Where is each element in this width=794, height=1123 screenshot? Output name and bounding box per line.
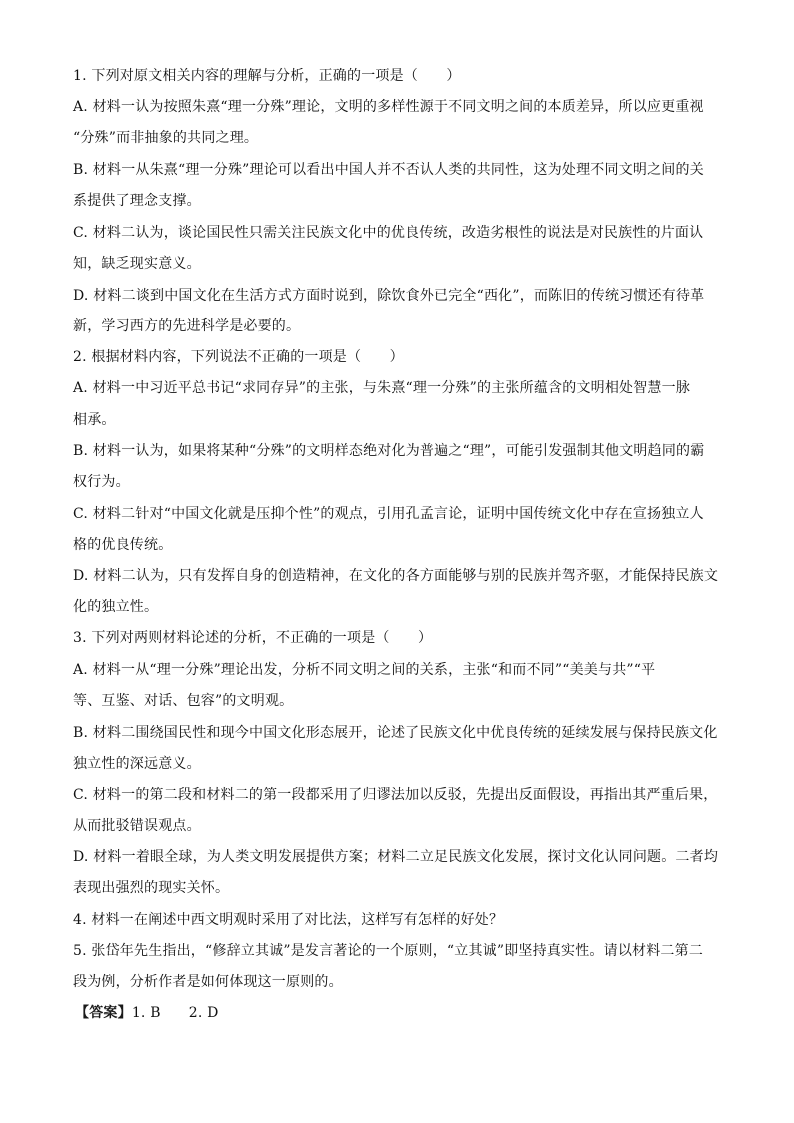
question-4: 4. 材料一在阐述中西文明观时采用了对比法，这样写有怎样的好处？ [73, 912, 504, 928]
question-3-option-c: C. 材料一的第二段和材料二的第一段都采用了归谬法加以反驳，先提出反面假设，再指出其严重后果， [73, 787, 718, 803]
question-2-option-d: D. 材料二认为，只有发挥自身的创造精神，在文化的各方面能够与别的民族并驾齐驱，才能保持民族文 [73, 568, 719, 584]
question-2-option-c-cont: 格的优良传统。 [73, 537, 173, 553]
question-1-option-d: D. 材料二谈到中国文化在生活方式方面时说到，除饮食外已完全“西化”，而陈旧的传统习惯还有待革 [73, 288, 705, 304]
question-1-option-c: C. 材料二认为，谈论国民性只需关注民族文化中的优良传统，改造劣根性的说法是对民族性的片面认 [73, 225, 704, 241]
answer-2: 2. D [188, 1005, 219, 1021]
question-1-option-a-cont: “分殊”而非抽象的共同之理。 [73, 130, 259, 146]
question-2-stem: 2. 根据材料内容，下列说法不正确的一项是（ ） [73, 349, 404, 365]
question-1-option-b-cont: 系提供了理念支撑。 [73, 193, 201, 209]
question-3-stem: 3. 下列对两则材料论述的分析，不正确的一项是（ ） [73, 630, 433, 646]
question-3-option-c-cont: 从而批驳错误观点。 [73, 818, 201, 834]
question-3-option-a-cont: 等、互鉴、对话、包容”的文明观。 [73, 693, 294, 709]
question-2-option-b: B. 材料一认为，如果将某种“分殊”的文明样态绝对化为普遍之“理”，可能引发强制其他文明趋同的霸 [73, 443, 705, 459]
question-2-option-a-cont: 相承。 [73, 412, 116, 428]
question-2-option-a: A. 材料一中习近平总书记“求同存异”的主张，与朱熹“理一分殊”的主张所蕴含的文明相处智慧一脉 [73, 380, 691, 396]
question-5: 5. 张岱年先生指出，“修辞立其诚”是发言著论的一个原则，“立其诚”即坚持真实性。请以材料二第二 [73, 943, 704, 959]
question-3-option-b: B. 材料二围绕国民性和现今中国文化形态展开，论述了民族文化中优良传统的延续发展与保持民族文化 [73, 725, 718, 741]
question-1-option-d-cont: 新，学习西方的先进科学是必要的。 [73, 318, 301, 334]
question-3-option-a: A. 材料一从“理一分殊”理论出发，分析不同文明之间的关系，主张“和而不同”“美美与共”“平 [73, 662, 656, 678]
question-5-cont: 段为例，分析作者是如何体现这一原则的。 [73, 974, 343, 990]
question-2-option-c: C. 材料二针对“中国文化就是压抑个性”的观点，引用孔孟言论，证明中国传统文化中存在宣扬独立人 [73, 506, 704, 522]
question-1-option-a: A. 材料一认为按照朱熹“理一分殊”理论，文明的多样性源于不同文明之间的本质差异，所以应更重视 [73, 99, 704, 115]
answer-line [75, 1003, 219, 1023]
question-2-option-d-cont: 化的独立性。 [73, 599, 159, 615]
answer-1: 1. B [131, 1005, 161, 1021]
question-3-option-d-cont: 表现出强烈的现实关怀。 [73, 880, 230, 896]
answer-tag: 【答案】 [75, 1005, 132, 1021]
question-3-option-d: D. 材料一着眼全球，为人类文明发展提供方案；材料二立足民族文化发展，探讨文化认同问题。二者均 [73, 849, 719, 865]
question-1-stem: 1. 下列对原文相关内容的理解与分析，正确的一项是（ ） [73, 68, 461, 84]
question-1-option-b: B. 材料一从朱熹“理一分殊”理论可以看出中国人并不否认人类的共同性，这为处理不同文明之间的关 [73, 162, 704, 178]
question-3-option-b-cont: 独立性的深远意义。 [73, 756, 201, 772]
question-2-option-b-cont: 权行为。 [73, 474, 130, 490]
question-1-option-c-cont: 知，缺乏现实意义。 [73, 256, 201, 272]
